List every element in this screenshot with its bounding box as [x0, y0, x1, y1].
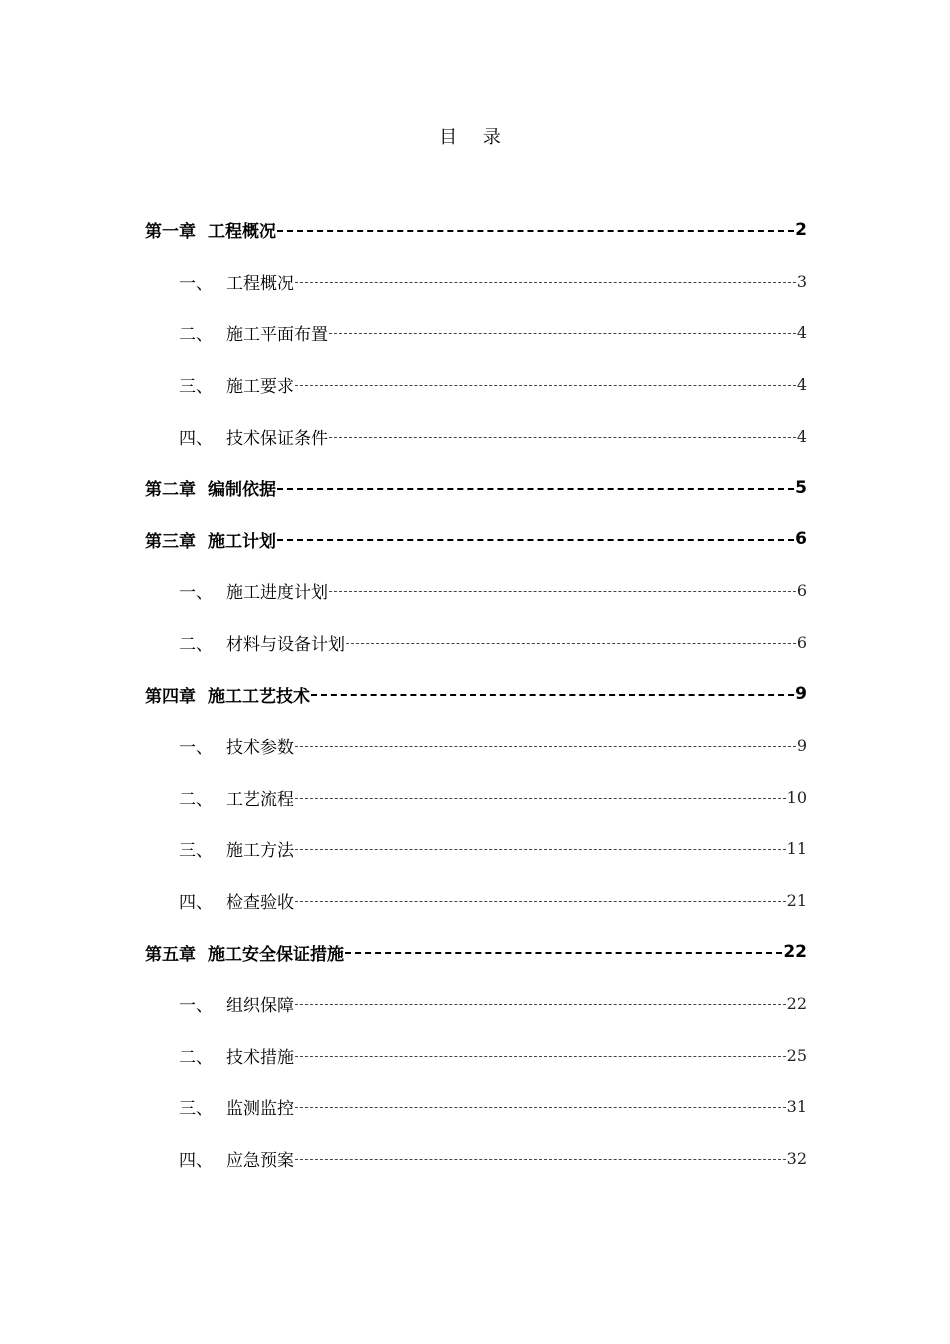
toc-entry-page: 4	[796, 323, 807, 343]
toc-entry-number: 四、	[179, 1150, 213, 1171]
toc-entry-page: 4	[796, 375, 807, 395]
toc-leader-line	[295, 1159, 786, 1160]
toc-entry[interactable]	[145, 823, 807, 875]
toc-entry[interactable]	[145, 668, 807, 720]
toc-entry-page: 6	[796, 581, 807, 601]
toc-entry[interactable]	[145, 720, 807, 772]
toc-entry-number: 一、	[179, 273, 213, 294]
toc-entry-label: 组织保障	[226, 996, 294, 1017]
toc-entry-number: 一、	[179, 738, 213, 759]
toc-entry[interactable]	[145, 462, 807, 514]
toc-entry-number: 四、	[179, 893, 213, 914]
toc-entry[interactable]	[145, 772, 807, 824]
toc-leader-line	[295, 746, 796, 747]
toc-entry[interactable]	[145, 1030, 807, 1082]
toc-entry-page: 6	[796, 633, 807, 653]
toc-leader-line	[295, 282, 796, 283]
toc-entry[interactable]	[145, 256, 807, 308]
toc-entry-number: 二、	[179, 635, 213, 656]
toc-entry-label: 施工方法	[226, 841, 294, 862]
toc-entry-number: 二、	[179, 1047, 213, 1068]
toc-entry-label: 施工要求	[226, 377, 294, 398]
toc-entry-page: 4	[796, 426, 807, 446]
toc-entry-page: 22	[783, 942, 807, 963]
toc-leader-line	[277, 230, 794, 232]
toc-entry-number: 三、	[179, 1099, 213, 1120]
toc-entry-page: 3	[796, 271, 807, 291]
toc-entry-label: 技术措施	[226, 1047, 294, 1068]
toc-entry[interactable]	[145, 307, 807, 359]
toc-entry-page: 5	[795, 477, 807, 498]
toc-entry-label: 技术保证条件	[226, 428, 328, 449]
toc-entry-label: 材料与设备计划	[226, 635, 345, 656]
toc-entry-label: 工艺流程	[226, 789, 294, 810]
toc-entry-label: 施工平面布置	[226, 325, 328, 346]
toc-entry-number: 二、	[179, 789, 213, 810]
toc-entry[interactable]	[145, 875, 807, 927]
toc-entry-label: 应急预案	[226, 1150, 294, 1171]
toc-entry-number: 二、	[179, 325, 213, 346]
toc-entry-label: 施工工艺技术	[208, 686, 310, 707]
toc-entry-label: 工程概况	[226, 273, 294, 294]
toc-entry-page: 9	[796, 736, 807, 756]
toc-entry-label: 监测监控	[226, 1099, 294, 1120]
toc-entry[interactable]	[145, 926, 807, 978]
toc-entry[interactable]	[145, 514, 807, 566]
toc-leader-line	[295, 385, 796, 386]
toc-entry-number: 四、	[179, 428, 213, 449]
toc-entry-page: 11	[786, 839, 807, 859]
toc-entry-page: 10	[786, 787, 807, 807]
toc-entry-label: 施工安全保证措施	[208, 944, 344, 965]
toc-entry-label: 施工进度计划	[226, 583, 328, 604]
toc-leader-line	[295, 1107, 786, 1108]
toc-entry-number: 第四章	[145, 686, 196, 707]
toc-leader-line	[277, 488, 794, 490]
toc-leader-line	[295, 849, 786, 850]
toc-leader-line	[295, 1056, 786, 1057]
toc-entry-number: 三、	[179, 377, 213, 398]
toc-entry-number: 第二章	[145, 480, 196, 501]
toc-leader-line	[329, 437, 796, 438]
toc-title: 目 录	[439, 127, 511, 148]
toc-entry[interactable]	[145, 204, 807, 256]
toc-leader-line	[329, 591, 796, 592]
toc-entry-number: 一、	[179, 583, 213, 604]
toc-entry-page: 22	[786, 994, 807, 1014]
toc-entry-label: 编制依据	[208, 480, 276, 501]
toc-entry[interactable]	[145, 565, 807, 617]
toc-entry[interactable]	[145, 1081, 807, 1133]
toc-entry-number: 第一章	[145, 222, 196, 243]
toc-entry-page: 31	[786, 1097, 807, 1117]
toc-entry-label: 技术参数	[226, 738, 294, 759]
toc-leader-line	[329, 333, 796, 334]
toc-leader-line	[277, 539, 794, 541]
toc-entry[interactable]	[145, 410, 807, 462]
toc-entry[interactable]	[145, 617, 807, 669]
toc-entry-number: 一、	[179, 996, 213, 1017]
toc-entry-label: 工程概况	[208, 222, 276, 243]
toc-entry-page: 32	[786, 1148, 807, 1168]
toc-leader-line	[295, 1004, 786, 1005]
toc-entry-number: 第三章	[145, 531, 196, 552]
toc-entry[interactable]	[145, 1133, 807, 1185]
toc-leader-line	[346, 643, 796, 644]
toc-entry-page: 25	[786, 1045, 807, 1065]
toc-entry-page: 9	[795, 684, 807, 705]
toc-entry-page: 21	[786, 891, 807, 911]
toc-entry-label: 检查验收	[226, 893, 294, 914]
toc-entry-page: 6	[795, 529, 807, 550]
toc-entry-page: 2	[795, 219, 807, 240]
toc-entry-number: 第五章	[145, 944, 196, 965]
toc-list	[145, 204, 807, 1184]
toc-leader-line	[295, 901, 786, 902]
toc-entry[interactable]	[145, 978, 807, 1030]
toc-entry-label: 施工计划	[208, 531, 276, 552]
toc-leader-line	[295, 798, 786, 799]
toc-entry[interactable]	[145, 359, 807, 411]
toc-leader-line	[311, 694, 794, 696]
toc-leader-line	[345, 952, 782, 954]
toc-entry-number: 三、	[179, 841, 213, 862]
